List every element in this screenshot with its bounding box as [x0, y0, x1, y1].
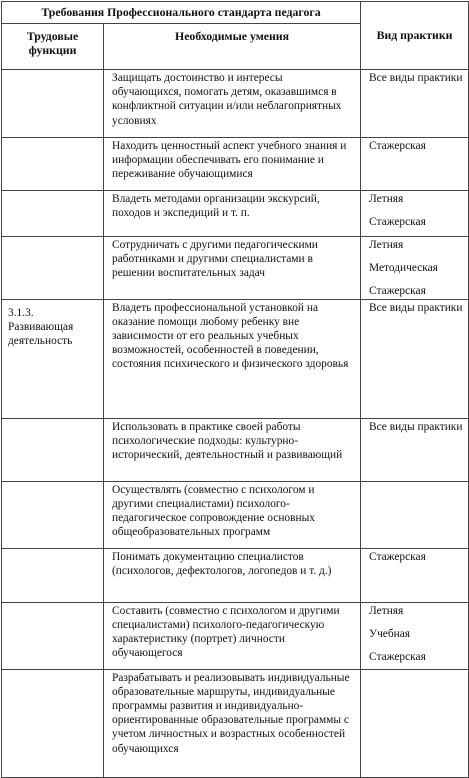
table-row [2, 669, 469, 777]
cell-skill: Находить ценностный аспект учебного знания и информации обеспечивать его понимание и переживание обучающимися [104, 138, 361, 191]
practice-type: Летняя [369, 239, 404, 251]
table-row [2, 481, 469, 548]
practice-type: Стажерская [369, 140, 426, 152]
cell-skill: Понимать документацию специалистов (психологов, дефектологов, логопедов и т. д.) [104, 548, 361, 602]
cell-skill: Осуществлять (совместно с психологом и другими специалистами) психолого-педагогическое сопровождение основных общеобразовательных программ [104, 481, 361, 548]
cell-skill: Владеть методами организации экскурсий, походов и экспедиций и т. п. [104, 191, 361, 237]
cell-function [2, 418, 104, 481]
cell-skill: Сотрудничать с другими педагогическими работниками и другими специалистами в решении воспитательных задач [104, 237, 361, 300]
table-row [2, 418, 469, 481]
column-header-practice: Вид практики [361, 2, 469, 70]
cell-skill: Использовать в практике своей работы психологические подходы: культурно-исторический, деятельностный и развивающий [104, 418, 361, 481]
cell-practice [361, 669, 469, 777]
table-row [2, 602, 469, 669]
cell-practice [361, 237, 469, 300]
cell-practice [361, 418, 469, 481]
cell-function: 3.1.3. Развивающая деятельность [2, 299, 104, 418]
cell-practice [361, 70, 469, 138]
standards-table [1, 1, 469, 778]
practice-type: Все виды практики [369, 420, 463, 433]
practice-type: Все виды практики [369, 301, 463, 314]
practice-type: Стажерская [369, 550, 426, 563]
practice-type: Все виды практики [369, 72, 463, 84]
cell-practice [361, 548, 469, 602]
cell-practice [361, 138, 469, 191]
table-row [2, 70, 469, 138]
cell-practice [361, 481, 469, 548]
practice-type: Учебная [369, 627, 411, 640]
table-row [2, 138, 469, 191]
practice-type: Летняя [369, 604, 404, 617]
cell-skill: Владеть профессиональной установкой на оказание помощи любому ребенку вне зависимости от его реальных учебных возможностей, особенностей в поведении, состояния психического и физического здоровья [104, 299, 361, 418]
table-row [2, 299, 469, 418]
practice-type: Методическая [369, 262, 438, 275]
cell-function [2, 669, 104, 777]
table-row [2, 548, 469, 602]
table-title: Требования Профессионального стандарта педагога [2, 2, 361, 24]
cell-practice [361, 602, 469, 669]
cell-function [2, 481, 104, 548]
column-header-functions: Трудовые функции [2, 24, 104, 70]
cell-function [2, 191, 104, 237]
cell-skill: Защищать достоинство и интересы обучающихся, помогать детям, оказавшимся в конфликтной ситуации и/или неблагоприятных условиях [104, 70, 361, 138]
practice-type: Летняя [369, 193, 404, 205]
cell-function [2, 70, 104, 138]
cell-function [2, 548, 104, 602]
table-body [2, 70, 469, 778]
cell-practice [361, 191, 469, 237]
column-header-skills: Необходимые умения [104, 24, 361, 70]
practice-type: Стажерская [369, 216, 426, 229]
cell-skill: Составить (совместно с психологом и другими специалистами) психолого-педагогическую характеристику (портрет) личности обучающегося [104, 602, 361, 669]
practice-type: Стажерская [369, 651, 426, 664]
cell-skill: Разрабатывать и реализовывать индивидуальные образовательные маршруты, индивидуальные программы развития и индивидуально-ориентированные образовательные программы с учетом личностных и возрастных особенностей обучающихся [104, 669, 361, 777]
cell-function [2, 602, 104, 669]
table-row [2, 237, 469, 300]
practice-type: Стажерская [369, 285, 426, 298]
cell-function [2, 237, 104, 300]
cell-practice [361, 299, 469, 418]
cell-function [2, 138, 104, 191]
table-row [2, 191, 469, 237]
